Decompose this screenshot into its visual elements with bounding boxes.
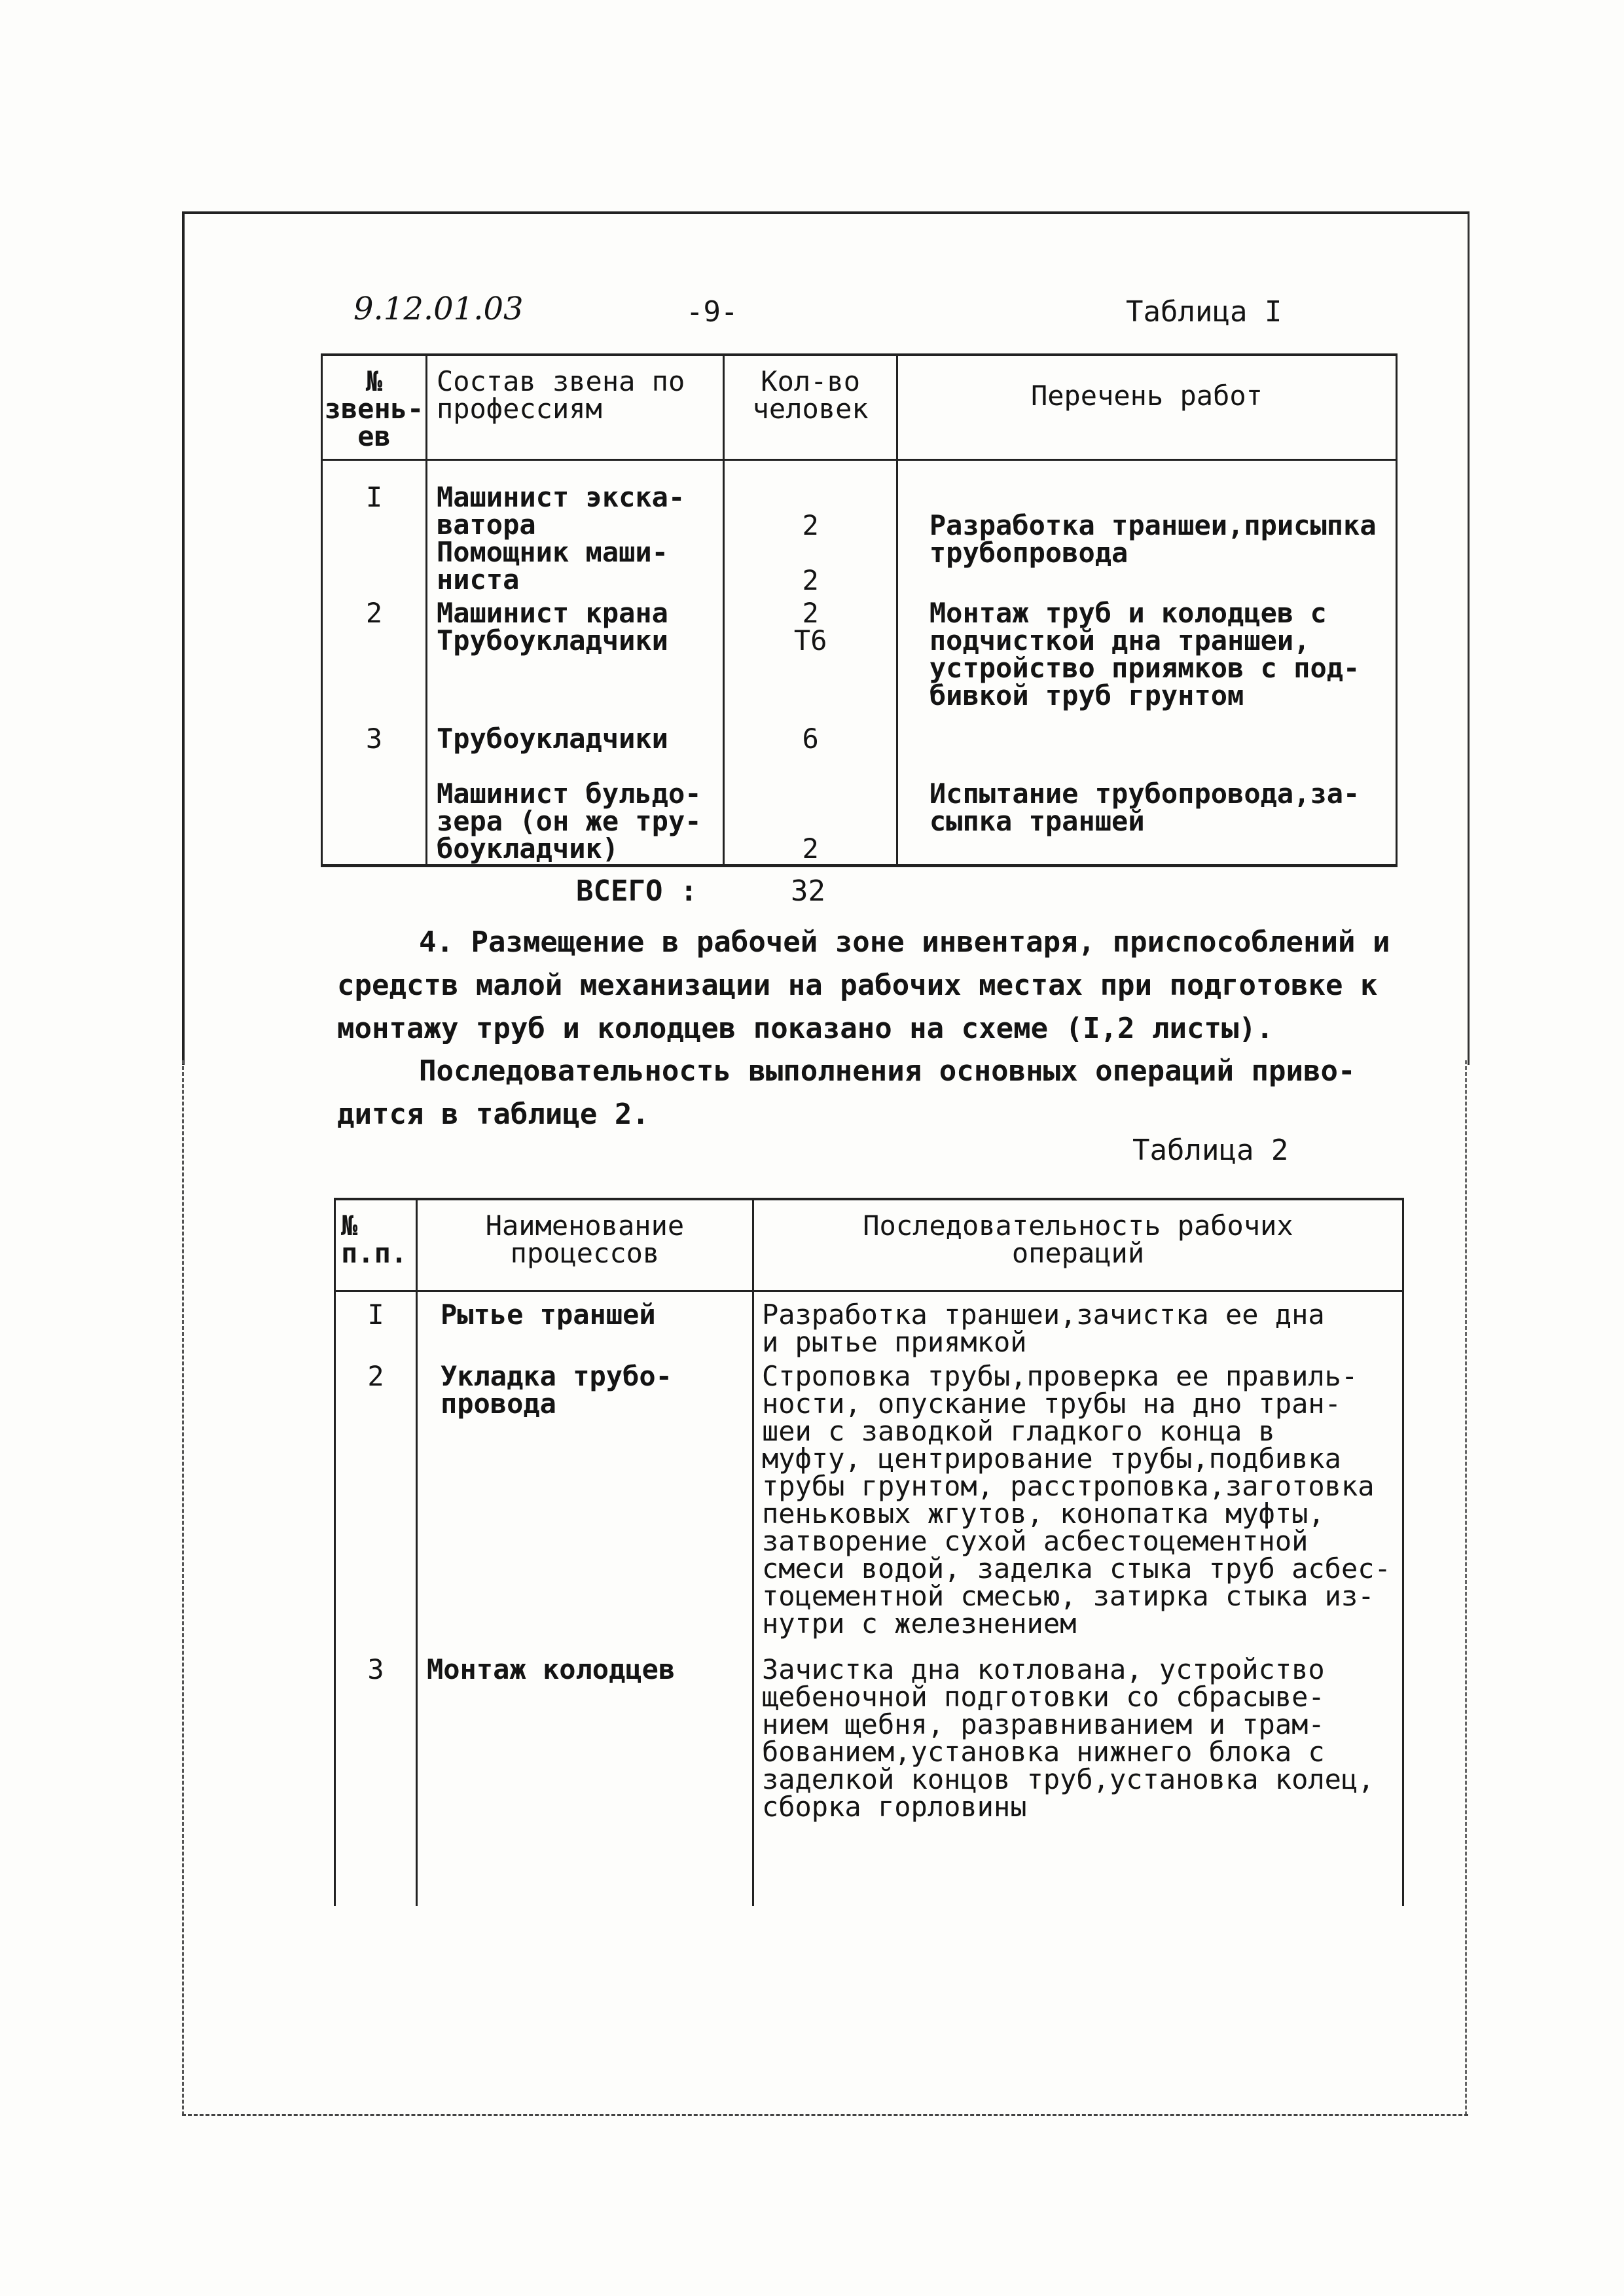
paragraph-line: средств малой механизации на рабочих местах при подготовке к xyxy=(337,969,1378,1002)
table1-caption: Таблица I xyxy=(1126,295,1282,329)
header-process: Наименование процессов xyxy=(485,1210,685,1269)
crew-number: I xyxy=(365,480,383,513)
crew-composition: Машинист экска- ватора Помощник маши- ниста xyxy=(436,480,685,596)
page-number: -9- xyxy=(686,295,738,329)
process-number: I xyxy=(367,1298,384,1331)
table-row xyxy=(322,459,1397,594)
header-works: Перечень работ xyxy=(1030,380,1263,412)
frame-right-edge xyxy=(1465,1060,1467,2115)
process-number: 2 xyxy=(367,1360,384,1392)
crew-composition: Машинист крана Трубоукладчики xyxy=(436,596,668,656)
crew-composition: Трубоукладчики Машинист бульдо- зера (он же тру- боукладчик) xyxy=(436,722,702,865)
process-operations: Разработка траншеи,зачистка ее дна и рытье приямкой xyxy=(761,1298,1325,1358)
header-operations: Последовательность рабочих операций xyxy=(863,1210,1293,1269)
paragraph-line: дится в таблице 2. xyxy=(337,1098,649,1131)
process-name: Рытье траншей xyxy=(440,1298,656,1331)
crew-works: Испытание трубопровода,за- сыпка траншей xyxy=(929,777,1360,837)
paragraph-line: монтажу труб и колодцев показано на схеме (I,2 листы). xyxy=(337,1012,1274,1045)
table1-header-row xyxy=(322,355,1397,459)
header-count: Кол-во человек xyxy=(752,365,869,425)
document-code: 9.12.01.03 xyxy=(353,291,524,327)
header-composition: Состав звена по профессиям xyxy=(436,365,685,425)
table-row xyxy=(335,1651,1403,1906)
table2-caption: Таблица 2 xyxy=(1132,1134,1289,1167)
process-number: 3 xyxy=(367,1653,384,1685)
table-row xyxy=(322,594,1397,719)
header-row-number: № п.п. xyxy=(341,1210,408,1269)
paragraph-line: Последовательность выполнения основных операций приво- xyxy=(419,1054,1356,1088)
crew-works: Монтаж труб и колодцев с подчисткой дна траншеи, устройство приямков с под- бивкой труб грунтом xyxy=(929,596,1360,711)
crew-number: 2 xyxy=(365,596,383,629)
process-operations: Строповка трубы,проверка ее правиль- ности, опускание трубы на дно тран- шеи с заводкой гладкого конца в муфту, центрирование трубы,подбивка трубы грунтом, расстроповка,заготовка пеньковых жгутов, конопатка муфты, затворение сухой асбестоцементной смеси водой, заделка стыка труб асбес- тоцементной смесью, затирка стыка из- нутри с железнением xyxy=(761,1360,1391,1640)
table-row xyxy=(335,1363,1403,1651)
table2-header-row xyxy=(335,1199,1403,1291)
crew-count: 2 2 xyxy=(802,509,819,596)
process-operations: Зачистка дна котлована, устройство щебеночной подготовки со сбрасыве- нием щебня, разравниванием и трам- бованием,установка нижнего блока с заделкой концов труб,установка колец, сборка горловины xyxy=(761,1653,1375,1823)
process-name: Монтаж колодцев xyxy=(426,1653,676,1685)
frame-bottom-edge xyxy=(182,2114,1468,2116)
crew-works: Разработка траншеи,присыпка трубопровода xyxy=(929,509,1377,569)
frame-left-edge xyxy=(182,1060,184,2115)
table-row xyxy=(322,719,1397,866)
crew-count: 2 Т6 xyxy=(793,596,827,656)
header-crew-number: № звень- ев xyxy=(324,365,424,452)
crew-count: 6 2 xyxy=(802,722,819,865)
crew-composition-table xyxy=(321,353,1398,867)
total-label: ВСЕГО : xyxy=(576,874,698,908)
crew-number: 3 xyxy=(365,722,383,755)
process-name: Укладка трубо- провода xyxy=(440,1360,672,1420)
total-value: 32 xyxy=(791,874,825,908)
operations-table xyxy=(334,1198,1404,1906)
table-row xyxy=(335,1291,1403,1363)
paragraph-line: 4. Размещение в рабочей зоне инвентаря, приспособлений и xyxy=(419,925,1390,959)
